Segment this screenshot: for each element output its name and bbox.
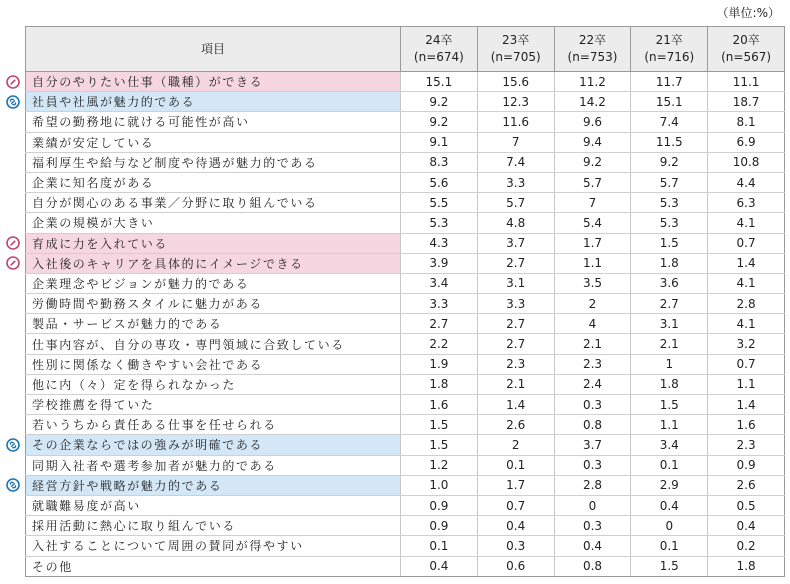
value-cell: 3.1 [631, 314, 708, 334]
value-cell: 2.7 [477, 253, 554, 273]
value-cell: 1.5 [401, 415, 478, 435]
table-row [26, 152, 785, 172]
value-cell: 5.3 [631, 193, 708, 213]
value-cell: 3.3 [477, 172, 554, 192]
value-cell: 1.2 [401, 455, 478, 475]
value-cell: 11.5 [631, 132, 708, 152]
value-cell: 4.3 [401, 233, 478, 253]
header-year-label: 23卒 [502, 33, 530, 47]
value-cell: 2.1 [554, 334, 631, 354]
value-cell: 2.3 [554, 354, 631, 374]
table-row [26, 172, 785, 192]
header-n-label: (n=674) [413, 50, 464, 64]
value-cell: 3.3 [401, 294, 478, 314]
table-row [26, 193, 785, 213]
table-row [26, 354, 785, 374]
value-cell: 1.8 [631, 253, 708, 273]
value-cell: 18.7 [708, 92, 785, 112]
value-cell: 6.3 [708, 193, 785, 213]
table-row [26, 516, 785, 536]
value-cell: 0.7 [708, 233, 785, 253]
value-cell: 3.6 [631, 273, 708, 293]
header-year-label: 22卒 [578, 33, 607, 47]
value-cell: 0.4 [554, 536, 631, 556]
value-cell: 2.1 [631, 334, 708, 354]
table-row [26, 132, 785, 152]
row-label: 経営方針や戦略が魅力的である [26, 475, 401, 495]
value-cell: 7.4 [631, 112, 708, 132]
value-cell: 11.1 [708, 72, 785, 92]
value-cell: 11.2 [554, 72, 631, 92]
header-n-label: (n=716) [644, 50, 695, 64]
row-label: その他 [26, 556, 401, 576]
header-year-24 [401, 27, 478, 72]
value-cell: 0.4 [477, 516, 554, 536]
value-cell: 4.1 [708, 314, 785, 334]
header-year-22 [554, 27, 631, 72]
value-cell: 2.3 [708, 435, 785, 455]
value-cell: 0.1 [631, 536, 708, 556]
header-n-label: (n=705) [490, 50, 541, 64]
value-cell: 0.4 [401, 556, 478, 576]
value-cell: 7 [477, 132, 554, 152]
value-cell: 0.1 [477, 455, 554, 475]
value-cell: 1.1 [631, 415, 708, 435]
value-cell: 1.6 [401, 395, 478, 415]
value-cell: 12.3 [477, 92, 554, 112]
value-cell: 7.4 [477, 152, 554, 172]
value-cell: 0.5 [708, 495, 785, 515]
value-cell: 0.7 [708, 354, 785, 374]
value-cell: 1.4 [477, 395, 554, 415]
header-item: 項目 [26, 27, 401, 72]
value-cell: 2.4 [554, 374, 631, 394]
value-cell: 15.1 [631, 92, 708, 112]
value-cell: 1.8 [708, 556, 785, 576]
row-label: 同期入社者や選考参加者が魅力的である [26, 455, 401, 475]
header-year-21 [631, 27, 708, 72]
table-row [26, 435, 785, 455]
value-cell: 0 [631, 516, 708, 536]
pencil-icon [6, 236, 20, 250]
value-cell: 2.8 [708, 294, 785, 314]
value-cell: 1.1 [708, 374, 785, 394]
value-cell: 9.1 [401, 132, 478, 152]
value-cell: 1.1 [554, 253, 631, 273]
value-cell: 2.1 [477, 374, 554, 394]
value-cell: 9.4 [554, 132, 631, 152]
value-cell: 3.4 [631, 435, 708, 455]
table-row [26, 72, 785, 92]
value-cell: 3.2 [708, 334, 785, 354]
value-cell: 1.7 [477, 475, 554, 495]
value-cell: 9.2 [554, 152, 631, 172]
value-cell: 8.3 [401, 152, 478, 172]
value-cell: 4.8 [477, 213, 554, 233]
value-cell: 3.4 [401, 273, 478, 293]
value-cell: 1.5 [631, 233, 708, 253]
value-cell: 0.3 [477, 536, 554, 556]
value-cell: 0.2 [708, 536, 785, 556]
table-row [26, 536, 785, 556]
value-cell: 5.6 [401, 172, 478, 192]
table-row [26, 294, 785, 314]
row-label: 入社することについて周囲の賛同が得やすい [26, 536, 401, 556]
value-cell: 1.4 [708, 395, 785, 415]
value-cell: 0.9 [401, 495, 478, 515]
table-row [26, 334, 785, 354]
row-label: 企業理念やビジョンが魅力的である [26, 273, 401, 293]
table-row [26, 455, 785, 475]
header-year-20 [708, 27, 785, 72]
value-cell: 0.4 [708, 516, 785, 536]
value-cell: 5.7 [631, 172, 708, 192]
table-row [26, 92, 785, 112]
row-label: 業績が安定している [26, 132, 401, 152]
value-cell: 14.2 [554, 92, 631, 112]
header-year-label: 21卒 [655, 33, 683, 47]
row-label: 他に内（々）定を得られなかった [26, 374, 401, 394]
row-label: その企業ならではの強みが明確である [26, 435, 401, 455]
value-cell: 1.5 [631, 395, 708, 415]
unit-label: （単位:%） [716, 6, 780, 20]
row-label: 企業の規模が大きい [26, 213, 401, 233]
value-cell: 1 [631, 354, 708, 374]
value-cell: 9.6 [554, 112, 631, 132]
value-cell: 3.5 [554, 273, 631, 293]
value-cell: 5.7 [554, 172, 631, 192]
value-cell: 3.7 [477, 233, 554, 253]
table-row [26, 395, 785, 415]
value-cell: 10.8 [708, 152, 785, 172]
value-cell: 2 [554, 294, 631, 314]
value-cell: 2.7 [401, 314, 478, 334]
value-cell: 2.3 [477, 354, 554, 374]
value-cell: 2.7 [631, 294, 708, 314]
value-cell: 1.5 [401, 435, 478, 455]
value-cell: 0.9 [708, 455, 785, 475]
value-cell: 9.2 [631, 152, 708, 172]
row-label: 就職難易度が高い [26, 495, 401, 515]
row-label: 自分のやりたい仕事（職種）ができる [26, 72, 401, 92]
value-cell: 2.6 [708, 475, 785, 495]
value-cell: 9.2 [401, 112, 478, 132]
row-label: 自分が関心のある事業／分野に取り組んでいる [26, 193, 401, 213]
value-cell: 1.8 [401, 374, 478, 394]
link-icon [6, 438, 20, 452]
value-cell: 7 [554, 193, 631, 213]
value-cell: 1.5 [631, 556, 708, 576]
table-row [26, 253, 785, 273]
row-label: 社員や社風が魅力的である [26, 92, 401, 112]
value-cell: 1.6 [708, 415, 785, 435]
value-cell: 0.9 [401, 516, 478, 536]
table-row [26, 112, 785, 132]
value-cell: 3.9 [401, 253, 478, 273]
value-cell: 0.8 [554, 415, 631, 435]
link-icon [6, 478, 20, 492]
value-cell: 5.3 [631, 213, 708, 233]
table-row [26, 495, 785, 515]
header-n-label: (n=567) [721, 50, 772, 64]
value-cell: 0 [554, 495, 631, 515]
table-row [26, 475, 785, 495]
header-year-label: 24卒 [425, 33, 453, 47]
value-cell: 3.1 [477, 273, 554, 293]
value-cell: 1.7 [554, 233, 631, 253]
table-body [26, 72, 785, 577]
table-row [26, 415, 785, 435]
header-year-23 [477, 27, 554, 72]
row-label: 入社後のキャリアを具体的にイメージできる [26, 253, 401, 273]
value-cell: 4.4 [708, 172, 785, 192]
value-cell: 5.4 [554, 213, 631, 233]
value-cell: 0.1 [631, 455, 708, 475]
value-cell: 2 [477, 435, 554, 455]
value-cell: 0.8 [554, 556, 631, 576]
table-row [26, 213, 785, 233]
value-cell: 4 [554, 314, 631, 334]
table-row [26, 556, 785, 576]
value-cell: 1.8 [631, 374, 708, 394]
value-cell: 1.4 [708, 253, 785, 273]
value-cell: 8.1 [708, 112, 785, 132]
table-row [26, 273, 785, 293]
value-cell: 2.7 [477, 314, 554, 334]
row-label: 労働時間や勤務スタイルに魅力がある [26, 294, 401, 314]
value-cell: 2.6 [477, 415, 554, 435]
value-cell: 0.3 [554, 455, 631, 475]
icon-column [0, 0, 24, 584]
value-cell: 4.1 [708, 213, 785, 233]
table-row [26, 314, 785, 334]
value-cell: 1.0 [401, 475, 478, 495]
value-cell: 11.7 [631, 72, 708, 92]
row-label: 仕事内容が、自分の専攻・専門領域に合致している [26, 334, 401, 354]
value-cell: 0.1 [401, 536, 478, 556]
table-row [26, 233, 785, 253]
header-n-label: (n=753) [567, 50, 618, 64]
header-year-label: 20卒 [732, 33, 760, 47]
value-cell: 9.2 [401, 92, 478, 112]
value-cell: 2.2 [401, 334, 478, 354]
value-cell: 2.9 [631, 475, 708, 495]
value-cell: 6.9 [708, 132, 785, 152]
row-label: 学校推薦を得ていた [26, 395, 401, 415]
link-icon [6, 95, 20, 109]
row-label: 福利厚生や給与など制度や待遇が魅力的である [26, 152, 401, 172]
row-label: 性別に関係なく働きやすい会社である [26, 354, 401, 374]
value-cell: 3.3 [477, 294, 554, 314]
value-cell: 0.6 [477, 556, 554, 576]
row-label: 製品・サービスが魅力的である [26, 314, 401, 334]
value-cell: 5.3 [401, 213, 478, 233]
row-label: 企業に知名度がある [26, 172, 401, 192]
value-cell: 5.7 [477, 193, 554, 213]
value-cell: 0.4 [631, 495, 708, 515]
value-cell: 1.9 [401, 354, 478, 374]
pencil-icon [6, 256, 20, 270]
value-cell: 0.7 [477, 495, 554, 515]
table-row [26, 374, 785, 394]
row-label: 若いうちから責任ある仕事を任せられる [26, 415, 401, 435]
value-cell: 2.7 [477, 334, 554, 354]
value-cell: 4.1 [708, 273, 785, 293]
value-cell: 0.3 [554, 516, 631, 536]
value-cell: 11.6 [477, 112, 554, 132]
header-row [26, 27, 785, 72]
row-label: 採用活動に熱心に取り組んでいる [26, 516, 401, 536]
value-cell: 15.1 [401, 72, 478, 92]
survey-table [25, 26, 785, 577]
value-cell: 5.5 [401, 193, 478, 213]
row-label: 希望の勤務地に就ける可能性が高い [26, 112, 401, 132]
value-cell: 0.3 [554, 395, 631, 415]
row-label: 育成に力を入れている [26, 233, 401, 253]
value-cell: 3.7 [554, 435, 631, 455]
value-cell: 15.6 [477, 72, 554, 92]
value-cell: 2.8 [554, 475, 631, 495]
pencil-icon [6, 75, 20, 89]
